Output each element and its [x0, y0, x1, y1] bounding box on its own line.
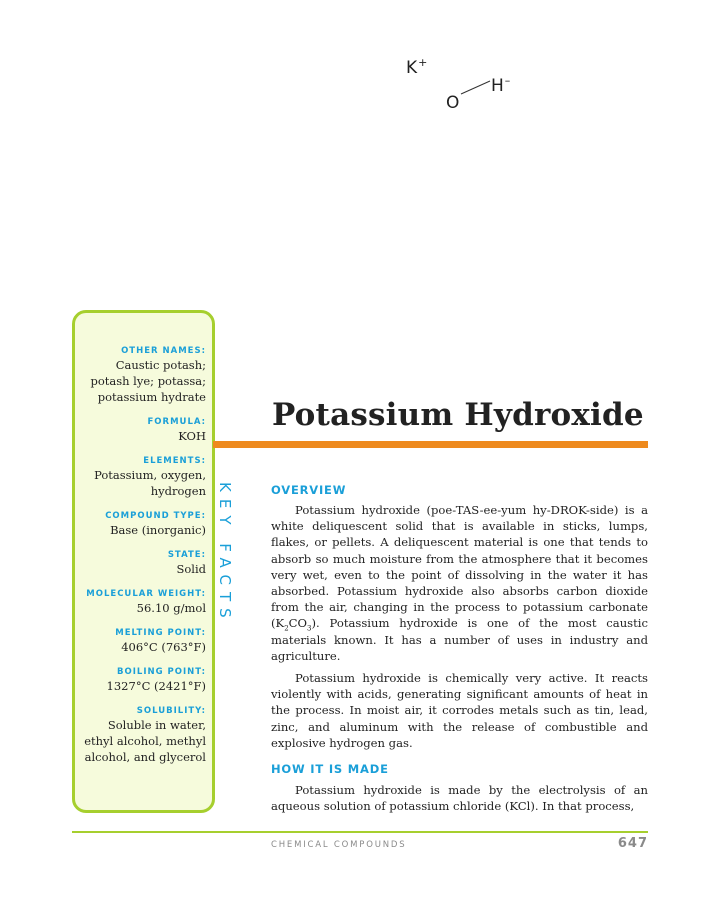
- footer-rule: [72, 831, 648, 833]
- kf-label-state: STATE:: [167, 550, 206, 560]
- kf-value-elements: Potassium, oxygen, hydrogen: [94, 468, 206, 498]
- overview-paragraph-2: Potassium hydroxide is chemically very active. It reacts violently with acids, generating significant amounts of heat in the process. In moist air, it corrodes metals such as tin, lead, zinc, and aluminum with the release of combustible and explosive hydrogen gas.: [271, 671, 648, 750]
- kf-value-state: Solid: [176, 562, 206, 576]
- overview-paragraph-1: Potassium hydroxide (poe-TAS-ee-yum hy-DROK-side) is a white deliquescent solid that is available in sticks, lumps, flakes, or pellets. A deliquescent material is one that tends to absorb so much moisture from the atmosphere that it becomes very wet, even to the point of dissolving in the water it has absorbed. Potassium hydroxide also absorbs carbon dioxide from the air, changing in the process to potassium carbonate $(K_2CO_3)$. Potassium hydroxide is one of the most caustic materials known. It has a number of uses in industry and agriculture.: [271, 503, 648, 663]
- kf-label-elements: ELEMENTS:: [143, 456, 206, 466]
- kf-label-other-names: OTHER NAMES:: [121, 346, 206, 356]
- kf-label-solubility: SOLUBILITY:: [136, 706, 206, 716]
- kf-value-compound-type: Base (inorganic): [110, 523, 206, 537]
- kf-label-compound-type: COMPOUND TYPE:: [105, 511, 206, 521]
- kf-value-molecular-weight: 56.10 g/mol: [136, 601, 206, 615]
- molecule-hydrogen: H–: [491, 74, 511, 96]
- how-made-section: [271, 762, 648, 814]
- key-facts-box: [72, 310, 215, 813]
- overview-heading: OVERVIEW: [271, 483, 347, 497]
- page-title: Potassium Hydroxide: [272, 397, 644, 433]
- molecule-oxygen: O: [446, 93, 460, 113]
- molecule-bond-line: [460, 79, 492, 95]
- molecule-potassium-ion: K+: [406, 56, 428, 78]
- kf-value-melting-point: 406°C (763°F): [121, 640, 206, 654]
- kf-label-melting-point: MELTING POINT:: [115, 628, 206, 638]
- kf-label-boiling-point: BOILING POINT:: [117, 667, 206, 677]
- kf-value-solubility: Soluble in water, ethyl alcohol, methyl alcohol, and glycerol: [84, 718, 206, 764]
- title-rule: [213, 441, 648, 448]
- kf-label-formula: FORMULA:: [147, 417, 206, 427]
- how-made-heading: HOW IT IS MADE: [271, 762, 389, 776]
- key-facts-list: [79, 345, 206, 765]
- kf-label-molecular-weight: MOLECULAR WEIGHT:: [86, 589, 206, 599]
- overview-section: [271, 483, 648, 751]
- how-made-paragraph-1: Potassium hydroxide is made by the electrolysis of an aqueous solution of potassium chloride (KCl). In that process,: [271, 783, 648, 814]
- kf-value-other-names: Caustic potash; potash lye; potassa; potassium hydrate: [90, 358, 206, 404]
- footer-book-title: CHEMICAL COMPOUNDS: [271, 840, 407, 850]
- key-facts-side-label: KEY FACTS: [216, 482, 234, 625]
- kf-value-formula: KOH: [178, 429, 206, 443]
- kf-value-boiling-point: 1327°C (2421°F): [106, 679, 206, 693]
- footer-page-number: 647: [617, 836, 648, 851]
